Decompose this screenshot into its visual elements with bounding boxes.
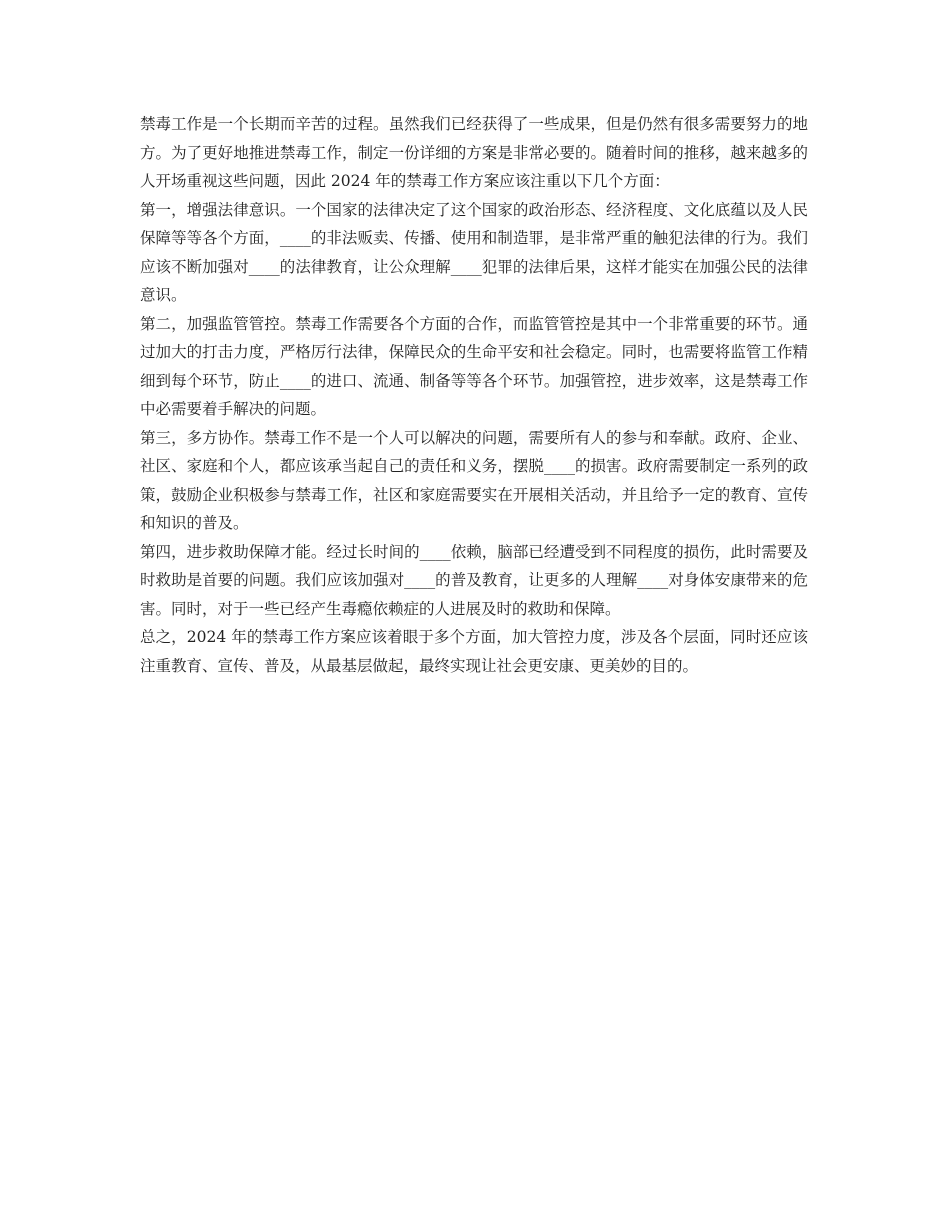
paragraph-third-point: 第三，多方协作。禁毒工作不是一个人可以解决的问题，需要所有人的参与和奉献。政府、企业、社区、家庭和个人，都应该承当起自己的责任和义务，摆脱____的损害。政府需要制定一系列的政策，鼓励企业积极参与禁毒工作，社区和家庭需要实在开展相关活动，并且给予一定的教育、宣传和知识的普及。 <box>140 428 808 532</box>
paragraph-intro: 禁毒工作是一个长期而辛苦的过程。虽然我们已经获得了一些成果，但是仍然有很多需要努力的地方。为了更好地推进禁毒工作，制定一份详细的方案是非常必要的。随着时间的推移，越来越多的人开场重视这些问题，因此 2024 年的禁毒工作方案应该注重以下几个方面： <box>140 115 808 190</box>
paragraph-first-point: 第一，增强法律意识。一个国家的法律决定了这个国家的政治形态、经济程度、文化底蕴以及人民保障等等各个方面，____的非法贩卖、传播、使用和制造罪，是非常严重的触犯法律的行为。我们应该不断加强对____的法律教育，让公众理解____犯罪的法律后果，这样才能实在加强公民的法律意识。 <box>140 200 808 304</box>
document-body <box>140 110 808 680</box>
paragraph-fourth-point: 第四，进步救助保障才能。经过长时间的____依赖，脑部已经遭受到不同程度的损伤，此时需要及时救助是首要的问题。我们应该加强对____的普及教育，让更多的人理解____对身体安康带来的危害。同时，对于一些已经产生毒瘾依赖症的人进展及时的救助和保障。 <box>140 542 808 618</box>
paragraph-second-point: 第二，加强监管管控。禁毒工作需要各个方面的合作，而监管管控是其中一个非常重要的环节。通过加大的打击力度，严格厉行法律，保障民众的生命平安和社会稳定。同时，也需要将监管工作精细到每个环节，防止____的进口、流通、制备等等各个环节。加强管控，进步效率，这是禁毒工作中必需要着手解决的问题。 <box>140 314 808 418</box>
paragraph-conclusion: 总之，2024 年的禁毒工作方案应该着眼于多个方面，加大管控力度，涉及各个层面，同时还应该注重教育、宣传、普及，从最基层做起，最终实现让社会更安康、更美妙的目的。 <box>140 628 808 675</box>
